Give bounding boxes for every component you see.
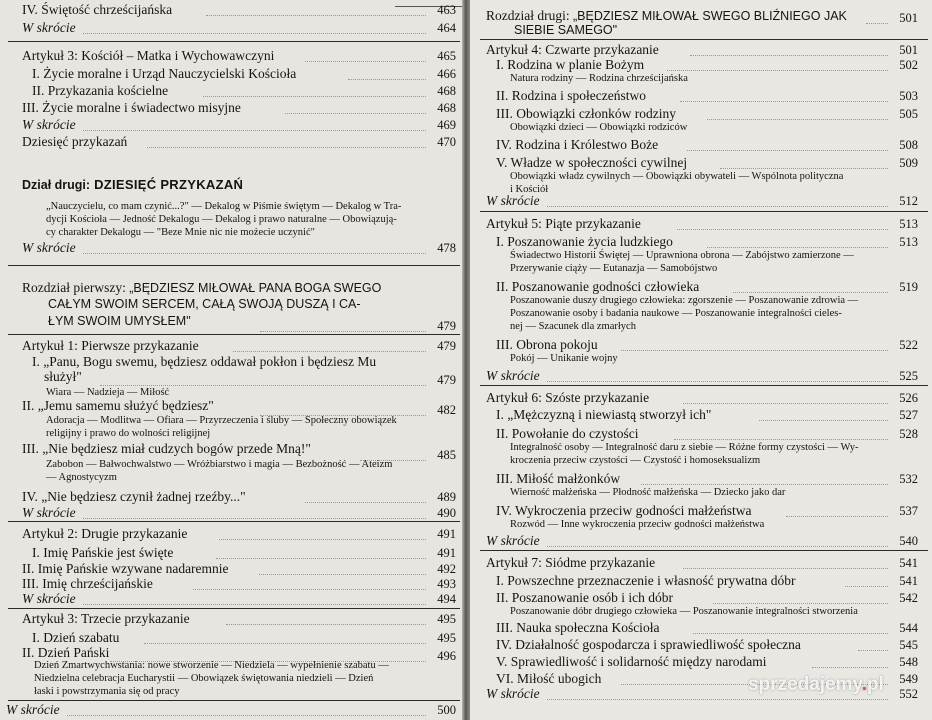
- dot-leader: [707, 119, 888, 120]
- divider: [8, 521, 460, 522]
- topic-list: Zabobon — Bałwochwalstwo — Wróżbiarstwo i magia — Bezbożność — Ateizm: [46, 459, 393, 470]
- divider: [8, 700, 460, 701]
- topic-list: Pokój — Unikanie wojny: [510, 353, 618, 364]
- watermark-logo: sprzedajemy.pl: [748, 674, 884, 695]
- dot-leader: [866, 23, 888, 24]
- chapter-heading-prefix: [22, 280, 381, 296]
- toc-entry-label: Artykuł 6: Szóste przykazanie: [486, 390, 650, 405]
- toc-entry-label: V. Władze w społeczności cywilnej: [496, 155, 688, 170]
- topic-list: łaski i powstrzymania się od pracy: [34, 686, 180, 697]
- topic-list: Poszanowanie dóbr drugiego człowieka — Poszanowanie integralności stworzenia: [510, 606, 858, 617]
- page-number: 489: [437, 490, 456, 504]
- divider: [480, 385, 928, 386]
- toc-entry-label: Artykuł 7: Siódme przykazanie: [486, 555, 656, 570]
- topic-list: cy charakter Dekalogu — "Beze Mnie nic nie możecie uczynić": [46, 227, 315, 238]
- page-number: 501: [899, 43, 918, 57]
- dot-leader: [547, 381, 888, 382]
- divider: [8, 41, 460, 42]
- page-number: 509: [899, 156, 918, 170]
- dot-leader: [226, 624, 426, 625]
- page-number: 501: [899, 11, 918, 25]
- toc-entry-label: V. Sprawiedliwość i solidarność między narodami: [496, 654, 767, 669]
- divider: [8, 265, 460, 266]
- page-number: 519: [899, 280, 918, 294]
- page-number: 478: [437, 241, 456, 255]
- right-page: [470, 0, 932, 720]
- page-number: 532: [899, 472, 918, 486]
- dot-leader: [348, 79, 426, 80]
- chapter-prefix-text: Rozdział pierwszy:: [22, 280, 126, 295]
- toc-entry-label: III. Miłość małżonków: [496, 471, 621, 486]
- divider: [480, 211, 928, 212]
- section-heading: [22, 176, 243, 194]
- toc-entry-label: W skrócie: [22, 591, 76, 606]
- topic-list: Poszanowanie duszy drugiego człowieka: zgorszenie — Poszanowanie zdrowia —: [510, 295, 859, 306]
- dot-leader: [683, 568, 888, 569]
- toc-entry-label: W skrócie: [22, 505, 76, 520]
- page-number: 492: [437, 562, 456, 576]
- page-number: 505: [899, 107, 918, 121]
- page-number: 470: [437, 135, 456, 149]
- page-number: 541: [899, 556, 918, 570]
- dot-leader: [759, 420, 888, 421]
- dot-leader: [83, 130, 426, 131]
- chapter-title-line-2: CAŁYM SWOIM SERCEM, CAŁĄ SWOJĄ DUSZĄ I CA-: [48, 297, 361, 311]
- page-number: 513: [899, 235, 918, 249]
- page-number: 468: [437, 84, 456, 98]
- page-number: 482: [437, 403, 456, 417]
- toc-entry-label: I. Dzień szabatu: [32, 630, 120, 645]
- toc-entry-label: W skrócie: [486, 533, 540, 548]
- chapter-title-line-1: „BĘDZIESZ MIŁOWAŁ SWEGO BLIŹNIEGO JAK: [572, 9, 847, 23]
- page-number: 525: [899, 369, 918, 383]
- dot-leader: [547, 699, 888, 700]
- page-number: 548: [899, 655, 918, 669]
- topic-list: Wierność małżeńska — Płodność małżeńska — Dziecko jako dar: [510, 487, 786, 498]
- dot-leader: [144, 643, 426, 644]
- topic-list: Adoracja — Modlitwa — Ofiara — Przyrzeczenia i śluby — Społeczny obowiązek: [46, 415, 397, 426]
- book-gutter: [462, 0, 470, 720]
- chapter-prefix-text: Rozdział drugi:: [486, 8, 570, 23]
- toc-entry-label: II. Dzień Pański: [22, 645, 110, 660]
- page-number: 527: [899, 408, 918, 422]
- topic-list: nej — Szacunek dla zmarłych: [510, 321, 636, 332]
- toc-entry-label: III. „Nie będziesz miał cudzych bogów przede Mną!": [22, 441, 311, 456]
- page-number: 479: [437, 373, 456, 387]
- topic-list: Obowiązki dzieci — Obowiązki rodziców: [510, 122, 688, 133]
- dot-leader: [720, 168, 888, 169]
- toc-entry-label: II. Poszanowanie godności człowieka: [496, 279, 700, 294]
- topic-list: Rozwód — Inne wykroczenia przeciw godności małżeństwa: [510, 519, 765, 530]
- topic-list: „Nauczycielu, co mam czynić...?" — Dekalog w Piśmie świętym — Dekalog w Tra-: [46, 201, 402, 212]
- toc-entry-label: IV. Rodzina i Królestwo Boże: [496, 137, 659, 152]
- toc-entry-label: W skrócie: [486, 193, 540, 208]
- page-number: 512: [899, 194, 918, 208]
- toc-entry-label: II. Przykazania kościelne: [32, 83, 169, 98]
- page-number: 490: [437, 506, 456, 520]
- page-number: 469: [437, 118, 456, 132]
- dot-leader: [690, 55, 888, 56]
- topic-list: Obowiązki władz cywilnych — Obowiązki obywateli — Wspólnota polityczna: [510, 171, 844, 182]
- page-number: 485: [437, 448, 456, 462]
- toc-entry-label: IV. Wykroczenia przeciw godności małżeństwa: [496, 503, 752, 518]
- divider: [8, 334, 460, 335]
- toc-entry-label: Artykuł 5: Piąte przykazanie: [486, 216, 641, 231]
- toc-entry-label: I. „Mężczyzną i niewiastą stworzył ich": [496, 407, 712, 422]
- toc-entry-label: służył": [44, 369, 82, 384]
- toc-entry-label: III. Nauka społeczna Kościoła: [496, 620, 660, 635]
- dot-leader: [845, 586, 888, 587]
- page-number: 491: [437, 527, 456, 541]
- toc-entry-label: Artykuł 2: Drugie przykazanie: [22, 526, 188, 541]
- topic-list: Dzień Zmartwychwstania: nowe stworzenie — Niedziela — wypełnienie szabatu —: [34, 660, 389, 671]
- toc-entry-label: III. Obrona pokoju: [496, 337, 598, 352]
- dot-leader: [203, 96, 426, 97]
- toc-entry-label: W skrócie: [22, 240, 76, 255]
- toc-entry-label: III. Życie moralne i świadectwo misyjne: [22, 100, 241, 115]
- toc-entry-label: IV. Działalność gospodarcza i sprawiedliwość społeczna: [496, 637, 801, 652]
- toc-entry-label: II. Poszanowanie osób i ich dóbr: [496, 590, 673, 605]
- dot-leader: [305, 61, 426, 62]
- toc-entry-label: II. Powołanie do czystości: [496, 426, 639, 441]
- chapter-heading-prefix: [486, 8, 847, 24]
- dot-leader: [206, 15, 426, 16]
- dot-leader: [687, 150, 888, 151]
- dot-leader: [621, 350, 888, 351]
- page-number: 493: [437, 577, 456, 591]
- dot-leader: [812, 667, 888, 668]
- page-number: 508: [899, 138, 918, 152]
- dot-leader: [233, 351, 426, 352]
- topic-list: kroczenia przeciw czystości — Czystość i homoseksualizm: [510, 455, 761, 466]
- chapter-title-line-3: ŁYM SWOIM UMYSŁEM": [48, 314, 191, 328]
- dot-leader: [680, 101, 888, 102]
- page-number: 513: [899, 217, 918, 231]
- toc-entry-label: II. Rodzina i społeczeństwo: [496, 88, 646, 103]
- page-number: 479: [437, 319, 456, 333]
- toc-entry-label: Artykuł 3: Trzecie przykazanie: [22, 611, 190, 626]
- topic-list: — Agnostycyzm: [46, 472, 117, 483]
- toc-entry-label: I. Powszechne przeznaczenie i własność prywatna dóbr: [496, 573, 796, 588]
- page-number: 549: [899, 672, 918, 686]
- page-number: 552: [899, 687, 918, 701]
- divider: [480, 550, 928, 551]
- topic-list: religijny i prawo do wolności religijnej: [46, 428, 211, 439]
- page-number: 502: [899, 58, 918, 72]
- dot-leader: [147, 147, 426, 148]
- dot-leader: [683, 403, 888, 404]
- left-page: [0, 0, 462, 720]
- dot-leader: [677, 229, 888, 230]
- divider: [8, 608, 460, 609]
- page-number: 542: [899, 591, 918, 605]
- toc-entry-label: Artykuł 3: Kościół – Matka i Wychowawczyni: [22, 48, 275, 63]
- toc-entry-label: W skrócie: [22, 20, 76, 35]
- toc-entry-label: I. Życie moralne i Urząd Nauczycielski Kościoła: [32, 66, 297, 81]
- toc-entry-label: II. Imię Pańskie wzywane nadaremnie: [22, 561, 229, 576]
- topic-list: Przerywanie ciąży — Eutanazja — Samobójstwo: [510, 263, 718, 274]
- topic-list: dycji Kościoła — Jedność Dekalogu — Dekalog i prawo naturalne — Obowiązują-: [46, 214, 397, 225]
- dot-leader: [858, 650, 888, 651]
- toc-entry-label: I. „Panu, Bogu swemu, będziesz oddawał pokłon i będziesz Mu: [32, 354, 377, 369]
- toc-entry-label: W skrócie: [6, 702, 60, 717]
- page-number: 494: [437, 592, 456, 606]
- dot-leader: [713, 603, 888, 604]
- dot-leader: [707, 247, 888, 248]
- chapter-title-line-2: SIEBIE SAMEGO": [514, 23, 618, 37]
- page-number: 495: [437, 612, 456, 626]
- dot-leader: [641, 484, 888, 485]
- dot-leader: [83, 518, 426, 519]
- dot-leader: [193, 589, 426, 590]
- topic-list: Świadectwo Historii Świętej — Uprawniona obrona — Zabójstwo zamierzone —: [510, 250, 854, 261]
- toc-entry-label: IV. Świętość chrześcijańska: [22, 2, 173, 17]
- toc-entry-label: Artykuł 1: Pierwsze przykazanie: [22, 338, 199, 353]
- dot-leader: [733, 292, 888, 293]
- page-number: 545: [899, 638, 918, 652]
- dot-leader: [67, 715, 426, 716]
- page-number: 528: [899, 427, 918, 441]
- dot-leader: [285, 113, 426, 114]
- section-heading-title: DZIESIĘĆ PRZYKAZAŃ: [94, 177, 244, 192]
- toc-entry-label: III. Obowiązki członków rodziny: [496, 106, 676, 121]
- dot-leader: [83, 604, 426, 605]
- page-number: 522: [899, 338, 918, 352]
- dot-leader: [259, 574, 426, 575]
- page-number: 465: [437, 49, 456, 63]
- toc-entry-label: W skrócie: [486, 368, 540, 383]
- toc-entry-label: W skrócie: [486, 686, 540, 701]
- toc-entry-label: IV. „Nie będziesz czynił żadnej rzeźby...": [22, 489, 246, 504]
- topic-list: Natura rodziny — Rodzina chrześcijańska: [510, 73, 688, 84]
- page-number: 495: [437, 631, 456, 645]
- toc-entry-label: III. Imię chrześcijańskie: [22, 576, 153, 591]
- page-number: 541: [899, 574, 918, 588]
- toc-entry-label: Artykuł 4: Czwarte przykazanie: [486, 42, 659, 57]
- page-number: 491: [437, 546, 456, 560]
- dot-leader: [786, 516, 888, 517]
- topic-list: Niedzielna celebracja Eucharystii — Obowiązek świętowania niedzieli — Dzień: [34, 673, 374, 684]
- dot-leader: [674, 439, 888, 440]
- dot-leader: [100, 385, 426, 386]
- chapter-title-line-1: „BĘDZIESZ MIŁOWAŁ PANA BOGA SWEGO: [129, 281, 382, 295]
- dot-leader: [83, 33, 426, 34]
- page-number: 500: [437, 703, 456, 717]
- page-number: 496: [437, 649, 456, 663]
- page-number: 503: [899, 89, 918, 103]
- page-number: 463: [437, 3, 456, 17]
- topic-list: Integralność osoby — Integralność daru z siebie — Różne formy czystości — Wy-: [510, 442, 859, 453]
- section-heading-prefix: Dział drugi:: [22, 178, 91, 192]
- page-number: 526: [899, 391, 918, 405]
- page-number: 479: [437, 339, 456, 353]
- toc-entry-label: II. „Jemu samemu służyć będziesz": [22, 398, 214, 413]
- topic-list: i Kościół: [510, 184, 549, 195]
- dot-leader: [547, 206, 888, 207]
- topic-list: Wiara — Nadzieja — Miłość: [46, 387, 170, 398]
- toc-entry-label: Dziesięć przykazań: [22, 134, 128, 149]
- page-number: 540: [899, 534, 918, 548]
- divider: [480, 39, 928, 40]
- page-number: 468: [437, 101, 456, 115]
- toc-entry-label: I. Rodzina w planie Bożym: [496, 57, 645, 72]
- dot-leader: [216, 558, 426, 559]
- dot-leader: [547, 546, 888, 547]
- toc-entry-label: I. Imię Pańskie jest święte: [32, 545, 174, 560]
- dot-leader: [83, 253, 426, 254]
- toc-entry-label: VI. Miłość ubogich: [496, 671, 602, 686]
- page-number: 537: [899, 504, 918, 518]
- dot-leader: [667, 70, 888, 71]
- page-number: 464: [437, 21, 456, 35]
- dot-leader: [260, 331, 426, 332]
- dot-leader: [693, 633, 888, 634]
- page-number: 544: [899, 621, 918, 635]
- dot-leader: [219, 539, 426, 540]
- toc-entry-label: W skrócie: [22, 117, 76, 132]
- toc-entry-label: I. Poszanowanie życia ludzkiego: [496, 234, 673, 249]
- dot-leader: [305, 502, 426, 503]
- topic-list: Poszanowanie osoby i badania naukowe — Poszanowanie integralności cieles-: [510, 308, 842, 319]
- page-number: 466: [437, 67, 456, 81]
